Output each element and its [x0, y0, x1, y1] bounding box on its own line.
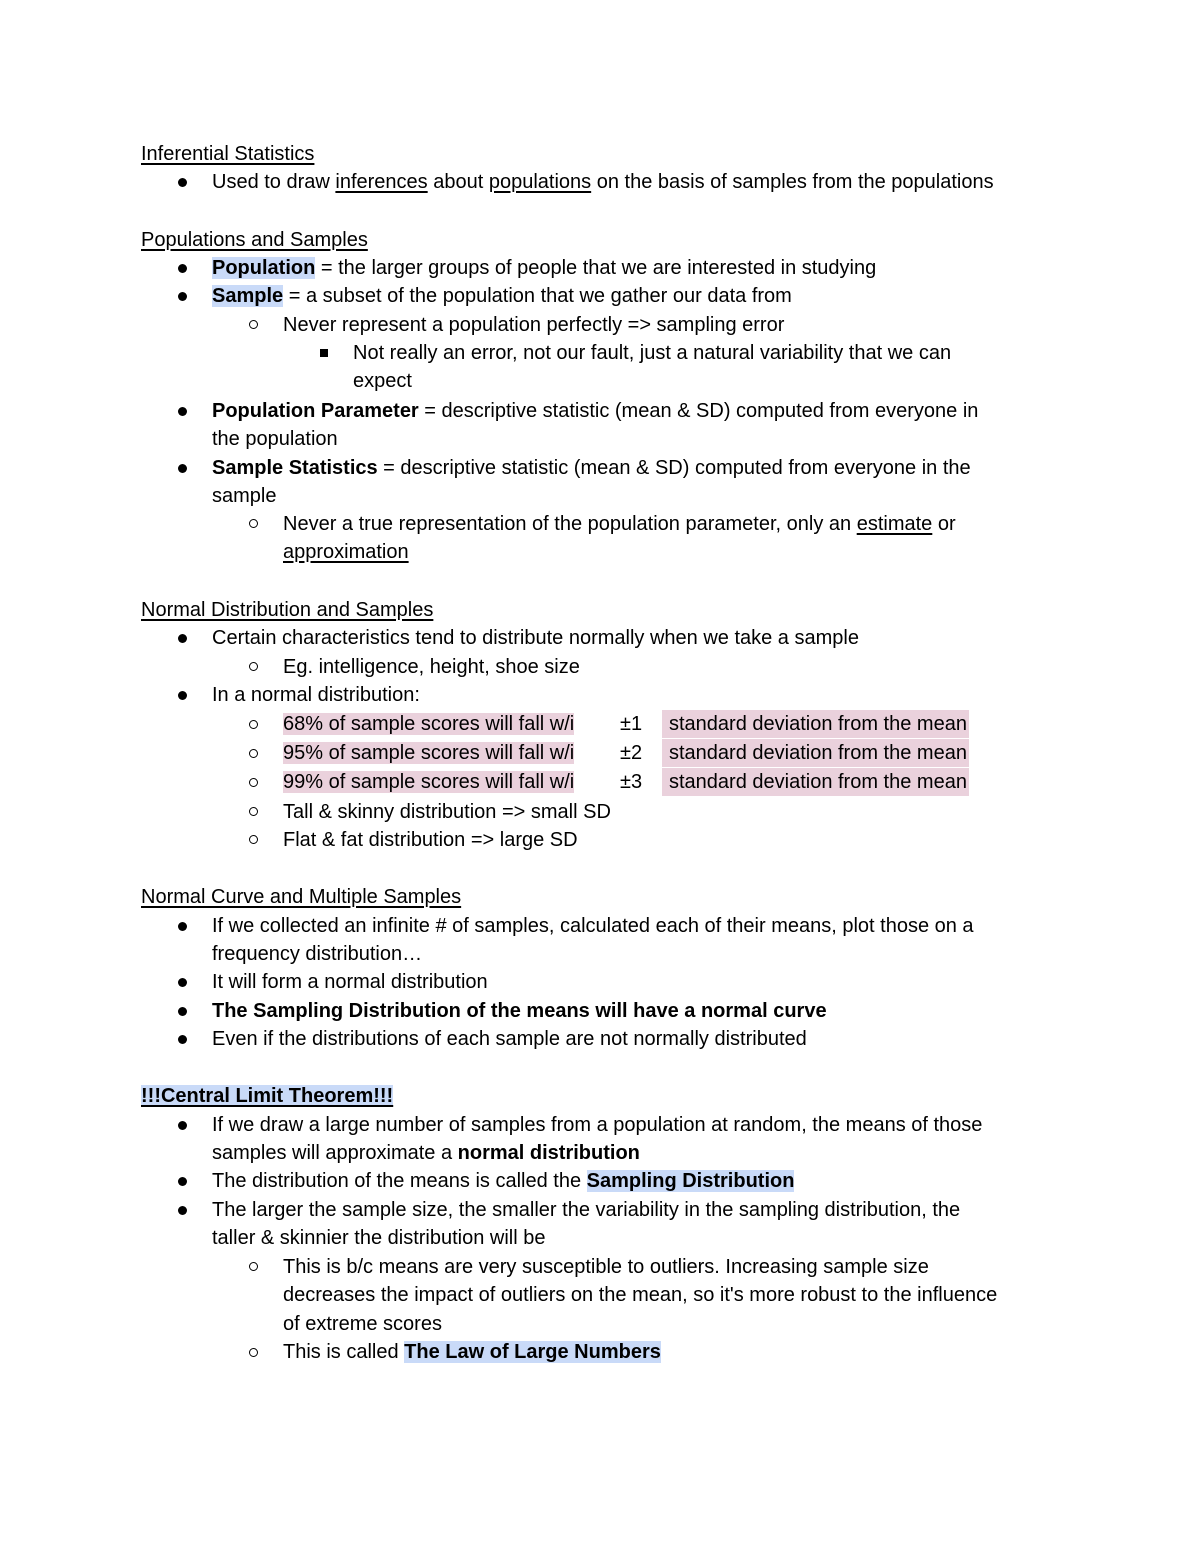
list-item	[212, 254, 876, 282]
list-item-continuation: frequency distribution…	[212, 943, 423, 965]
list-item-continuation	[212, 1139, 640, 1167]
rule-sd-text: standard deviation from the mean	[662, 768, 969, 796]
rule-68	[283, 710, 574, 738]
list-item: In a normal distribution:	[212, 684, 420, 706]
list-item: Flat & fat distribution => large SD	[283, 829, 578, 851]
list-item: Eg. intelligence, height, shoe size	[283, 656, 580, 678]
list-item: If we draw a large number of samples from a population at random, the means of those	[212, 1114, 983, 1136]
rule-percent-text: 99% of sample scores will fall w/i	[283, 771, 575, 793]
bullet-icon	[178, 407, 187, 416]
heading-normal-distribution: Normal Distribution and Samples	[141, 599, 434, 621]
hollow-bullet-icon	[249, 778, 258, 787]
rule-percent-text: 95% of sample scores will fall w/i	[283, 742, 575, 764]
hollow-bullet-icon	[249, 749, 258, 758]
text-run: samples will approximate a	[212, 1142, 458, 1164]
heading-populations-and-samples: Populations and Samples	[141, 229, 368, 251]
bullet-icon	[178, 264, 187, 273]
term-sampling-distribution: Sampling Distribution	[586, 1170, 795, 1192]
bold-term: normal distribution	[457, 1142, 640, 1164]
text-run: or	[932, 513, 956, 535]
heading-inferential-statistics: Inferential Statistics	[141, 143, 315, 165]
bullet-icon	[178, 634, 187, 643]
rule-percent-text: 68% of sample scores will fall w/i	[283, 713, 575, 735]
rule-99	[283, 768, 574, 796]
hollow-bullet-icon	[249, 835, 258, 844]
bullet-icon	[178, 1121, 187, 1130]
list-item-continuation: of extreme scores	[283, 1313, 442, 1335]
heading-central-limit-theorem	[141, 1082, 393, 1110]
list-item: This is b/c means are very susceptible to outliers. Increasing sample size	[283, 1256, 929, 1278]
underlined-term: populations	[488, 171, 592, 193]
plus-minus-value: ±3	[620, 771, 643, 793]
plus-minus-value: ±2	[620, 742, 643, 764]
list-item-continuation: taller & skinnier the distribution will be	[212, 1227, 546, 1249]
term-sample-statistics: Sample Statistics	[212, 457, 378, 479]
list-item: Never represent a population perfectly => sampling error	[283, 314, 785, 336]
text-run: = a subset of the population that we gather our data from	[283, 285, 792, 307]
list-item-continuation: sample	[212, 485, 277, 507]
list-item: The larger the sample size, the smaller the variability in the sampling distribution, the	[212, 1199, 961, 1221]
list-item: Tall & skinny distribution => small SD	[283, 801, 611, 823]
term-law-of-large-numbers: The Law of Large Numbers	[404, 1341, 661, 1363]
list-item	[212, 1167, 794, 1195]
heading-normal-curve: Normal Curve and Multiple Samples	[141, 886, 462, 908]
list-item-continuation: the population	[212, 428, 338, 450]
text-run: = descriptive statistic (mean & SD) computed from everyone in the	[377, 457, 971, 479]
list-item	[212, 454, 971, 482]
rule-95	[283, 739, 574, 767]
list-item	[212, 168, 994, 196]
rule-sd-text: standard deviation from the mean	[662, 710, 969, 738]
bullet-icon	[178, 922, 187, 931]
list-item: Even if the distributions of each sample are not normally distributed	[212, 1028, 807, 1050]
list-item: Not really an error, not our fault, just a natural variability that we can	[353, 342, 952, 364]
text-run: on the basis of samples from the populations	[591, 171, 994, 193]
heading-text: !!!Central Limit Theorem!!!	[141, 1085, 394, 1107]
text-run: Used to draw	[212, 171, 336, 193]
bullet-icon	[178, 292, 187, 301]
list-item: It will form a normal distribution	[212, 971, 488, 993]
term-sample: Sample	[212, 285, 284, 307]
list-item-continuation: expect	[353, 370, 412, 392]
text-run: The distribution of the means is called the	[212, 1170, 587, 1192]
list-item: The Sampling Distribution of the means will have a normal curve	[212, 1000, 827, 1022]
list-item: If we collected an infinite # of samples, calculated each of their means, plot those on a	[212, 915, 974, 937]
hollow-bullet-icon	[249, 807, 258, 816]
list-item	[212, 397, 978, 425]
hollow-bullet-icon	[249, 1348, 258, 1357]
bullet-icon	[178, 1007, 187, 1016]
list-item	[283, 1338, 661, 1366]
bullet-icon	[178, 1206, 187, 1215]
hollow-bullet-icon	[249, 1262, 258, 1271]
list-item-continuation: decreases the impact of outliers on the mean, so it's more robust to the influence	[283, 1284, 998, 1306]
hollow-bullet-icon	[249, 720, 258, 729]
bullet-icon	[178, 1035, 187, 1044]
bullet-icon	[178, 978, 187, 987]
underlined-term: approximation	[283, 541, 409, 563]
term-population: Population	[212, 257, 316, 279]
underlined-term: estimate	[856, 513, 933, 535]
bullet-icon	[178, 178, 187, 187]
bullet-icon	[178, 691, 187, 700]
text-run: about	[427, 171, 489, 193]
hollow-bullet-icon	[249, 662, 258, 671]
underlined-term: inferences	[335, 171, 428, 193]
list-item	[212, 282, 792, 310]
rule-sd-text: standard deviation from the mean	[662, 739, 969, 767]
list-item: Certain characteristics tend to distribute normally when we take a sample	[212, 627, 859, 649]
square-bullet-icon	[320, 349, 328, 357]
text-run: This is called	[283, 1341, 405, 1363]
text-run: Never a true representation of the population parameter, only an	[283, 513, 857, 535]
text-run: = the larger groups of people that we are interested in studying	[315, 257, 877, 279]
text-run: = descriptive statistic (mean & SD) computed from everyone in	[418, 400, 979, 422]
term-population-parameter: Population Parameter	[212, 400, 419, 422]
list-item	[283, 510, 956, 538]
bullet-icon	[178, 464, 187, 473]
plus-minus-value: ±1	[620, 713, 643, 735]
hollow-bullet-icon	[249, 320, 258, 329]
bullet-icon	[178, 1177, 187, 1186]
hollow-bullet-icon	[249, 519, 258, 528]
